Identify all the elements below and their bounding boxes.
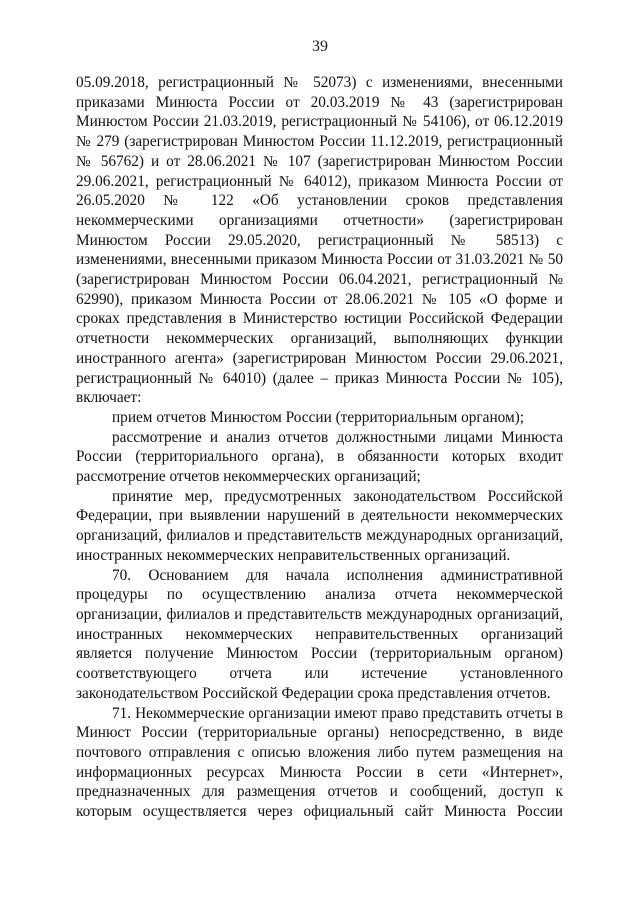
paragraph-reports-review: рассмотрение и анализ отчетов должностными лицами Минюста России (территориального органа), в обязанности которых входит рассмотрение отчетов некоммерческих организаций; <box>76 428 563 486</box>
paragraph-clause-70: 70. Основанием для начала исполнения административной процедуры по осуществлению анализа отчета некоммерческой организации, филиалов и представительств международных организаций, иностранных некоммерческих неправительственных организаций является получение Минюстом России (территориальным органом) соответствующего отчета или истечение установленного законодательством Российской Федерации срока представления отчетов. <box>76 566 563 702</box>
paragraph-reports-receipt: прием отчетов Минюстом России (территориальным органом); <box>112 408 525 426</box>
paragraph-continuation: 05.09.2018, регистрационный № 52073) с изменениями, внесенными приказами Минюста России от 20.03.2019 № 43 (зарегистрирован Минюстом России 21.03.2019, регистрационный № 54106), от 06.12.2019 № 279 (зарегистрирован Минюстом России 11.12.2019, регистрационный № 56762) и от 28.06.2021 № 107 (зарегистрирован Минюстом России 29.06.2021, регистрационный № 64012), приказом Минюста России от 26.05.2020 № 122 «Об установлении сроков представления некоммерческими организациями отчетности» (зарегистрирован Минюстом России 29.05.2020, регистрационный № 58513) с изменениями, внесенными приказом Минюста России от 31.03.2021 № 50 (зарегистрирован Минюстом России 06.04.2021, регистрационный № 62990), приказом Минюста России от 28.06.2021 № 105 «О форме и сроках представления в Министерство юстиции Российской Федерации отчетности некоммерческих организаций, выполняющих функции иностранного агента» (зарегистрирован Минюстом России 29.06.2021, регистрационный № 64010) (далее – приказ Минюста России № 105), включает: <box>76 74 563 407</box>
page-number: 39 <box>312 38 328 55</box>
paragraph-clause-71: 71. Некоммерческие организации имеют право представить отчеты в Минюст России (территориальные органы) непосредственно, в виде почтового отправления с описью вложения либо путем размещения на информационных ресурсах Минюста России в сети «Интернет», предназначенных для размещения отчетов и сообщений, доступ к которым осуществляется через официальный сайт Минюста России <box>76 704 563 821</box>
document-body <box>76 73 563 822</box>
paragraph-measures: принятие мер, предусмотренных законодательством Российской Федерации, при выявлении нарушений в деятельности некоммерческих организаций, филиалов и представительств международных организаций, иностранных некоммерческих неправительственных организаций. <box>76 487 563 564</box>
